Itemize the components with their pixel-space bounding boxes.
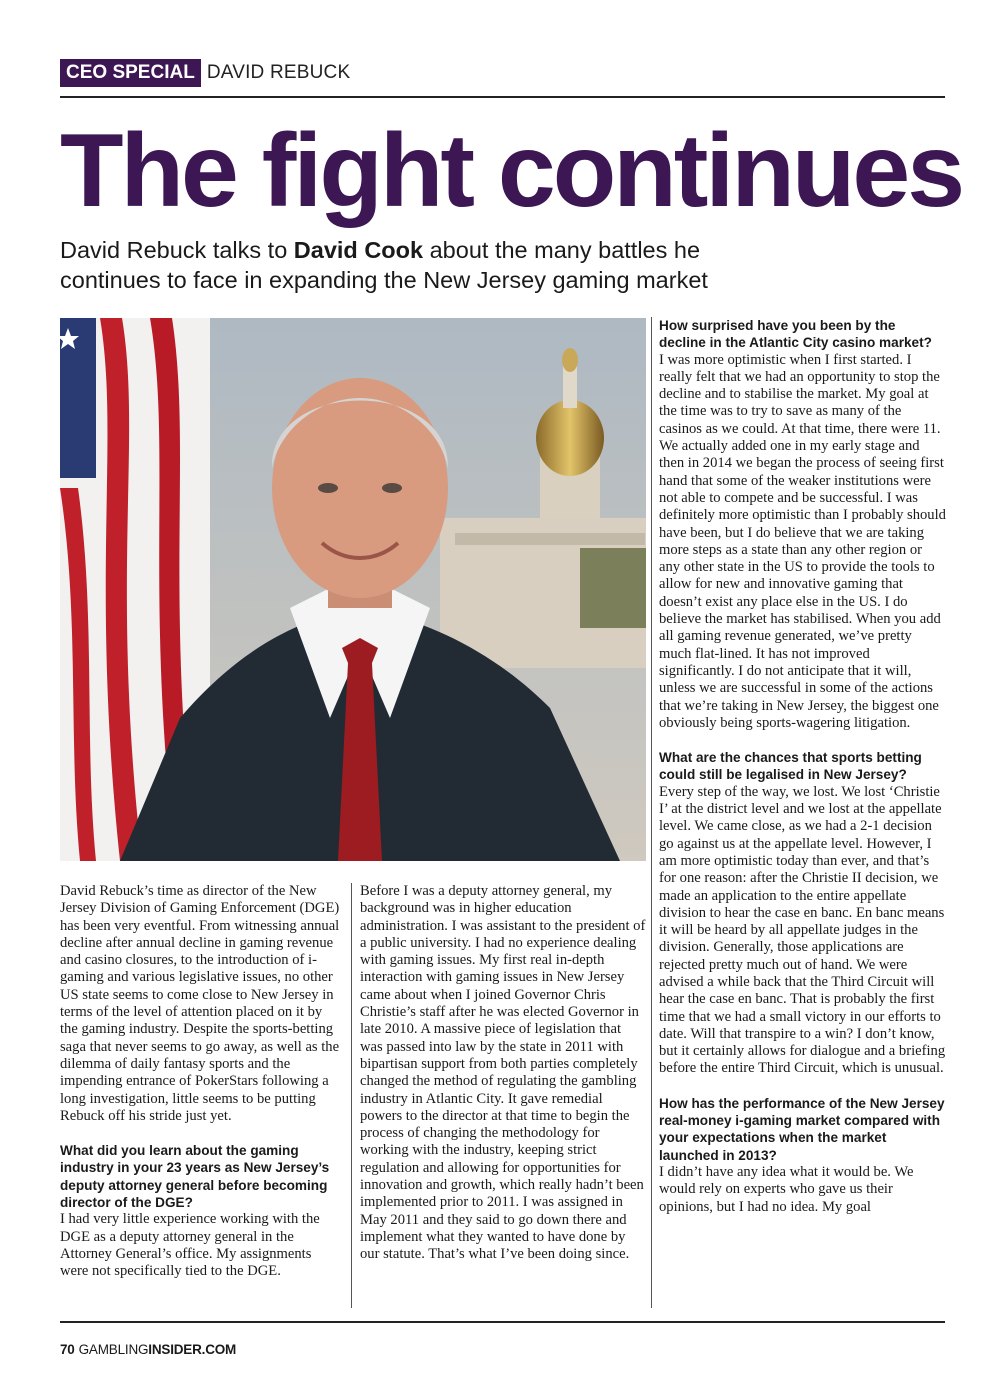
standfirst-before: David Rebuck talks to [60,237,294,263]
section-header [60,59,350,87]
question-1: What did you learn about the gaming industry in your 23 years as New Jersey’s deputy attorney general before becoming director of the DGE? [60,1143,330,1211]
standfirst-after: about the many battles he continues to face in expanding the New Jersey gaming market [60,237,708,293]
answer-4: I didn’t have any idea what it would be. We would rely on experts who gave us their opinions, but I had no idea. My goal [659,1163,914,1215]
top-divider [60,96,945,98]
column-divider-right [651,317,652,1308]
publication-name-b: INSIDER [148,1342,202,1357]
question-2: How surprised have you been by the decline in the Atlantic City casino market? [659,318,932,351]
article-headline: The fight continues [60,113,963,229]
answer-3: Every step of the way, we lost. We lost ‘Christie I’ at the district level and we lost at the appellate level. We came close, as we had a 2-1 decision go against us at the appellate level. However, I am more optimistic today than ever, and that’s for one reason: after the Christie II decision, we made an application to the entire appellate division to hear the case en banc. En banc means it will be heard by all appellate judges in the division. Generally, those applications are rejected pretty much out of hand. We were advised a while back that the Third Circuit will hear the case en banc. That is probably the first time that we had a small victory in our efforts to date. Will that transpire to a win? I don’t know, but it certainly allows for dialogue and a briefing before the entire Third Circuit, which is unusual. [659,783,946,1077]
standfirst [60,235,760,295]
question-4: How has the performance of the New Jersey real-money i-gaming market compared with your expectations when the market launched in 2013? [659,1095,945,1163]
column-divider-left [351,883,352,1308]
page-footer [60,1342,236,1357]
page-number: 70 [60,1342,75,1357]
question-3: What are the chances that sports betting could still be legalised in New Jersey? [659,750,922,783]
answer-2: I was more optimistic when I first started. I really felt that we had an opportunity to stop the decline and to stabilise the market. My goal at the time was to try to save as many of the casinos as we could. At that time, there were 11. We actually added one in my early stage and then in 2014 we began the process of seeing first hand that some of the weaker institutions were not able to compete and be successful. I was definitely more optimistic than I probably should have been, but I do believe that we are taking more steps as a state than any other region or any other state in the US to provide the tools to allow for new and innovative gaming that doesn’t exist any place else in the US. I do believe the market has stabilised. When you add all gaming revenue generated, we’ve pretty much flat-lined. It has not improved significantly. I do not anticipate that it will, unless we are successful in some of the actions that we’re taking in New Jersey, the biggest one obviously being sports-wagering litigation. [659,351,946,731]
article-intro: David Rebuck’s time as director of the New Jersey Division of Gaming Enforcement (DGE) has been very eventful. From witnessing annual decline after annual decline in gaming revenue and casino closures, to the introduction of i-gaming and various legislative issues, no other US state seems to come close to New Jersey in terms of the level of attention placed on it by the gaming industry. Despite the sports-betting saga that never seems to go away, as well as the dilemma of daily fantasy sports and the impending entrance of PokerStars following a long investigation, little seems to be putting Rebuck off his stride just yet. [60,883,340,1124]
column-middle [360,883,646,1264]
publication-name-c: .COM [201,1342,237,1357]
column-right [659,317,946,1216]
publication-name-a: GAMBLING [78,1342,149,1357]
portrait-photo [60,318,646,861]
answer-1: I had very little experience working with the DGE as a deputy attorney general in the Attorney General’s office. My assignments were not specifically tied to the DGE. [60,1211,320,1280]
bottom-divider [60,1321,945,1323]
section-kicker: CEO SPECIAL [60,59,201,87]
section-subject: DAVID REBUCK [206,62,351,83]
column-left [60,883,342,1281]
answer-1-continued: Before I was a deputy attorney general, my background was in higher education administration. I was assistant to the president of a public university. I had no experience dealing with gaming issues. My first real in-depth interaction with gaming issues in New Jersey came about when I joined Governor Chris Christie’s staff after he was elected Governor in late 2010. A massive piece of legislation that was passed into law by the state in 2011 with bipartisan support from both parties completely changed the method of regulating the gambling industry in Atlantic City. It gave remedial powers to the director at that time to begin the process of changing the methodology for working with the industry, keeping strict regulation and allowing for opportunities for innovation and growth, which really hadn’t been implemented prior to 2011. I was assigned in May 2011 and they said to go down there and implement what they wanted to have done by our statute. That’s what I’ve been doing since. [360,883,646,1263]
standfirst-author: David Cook [293,237,424,263]
